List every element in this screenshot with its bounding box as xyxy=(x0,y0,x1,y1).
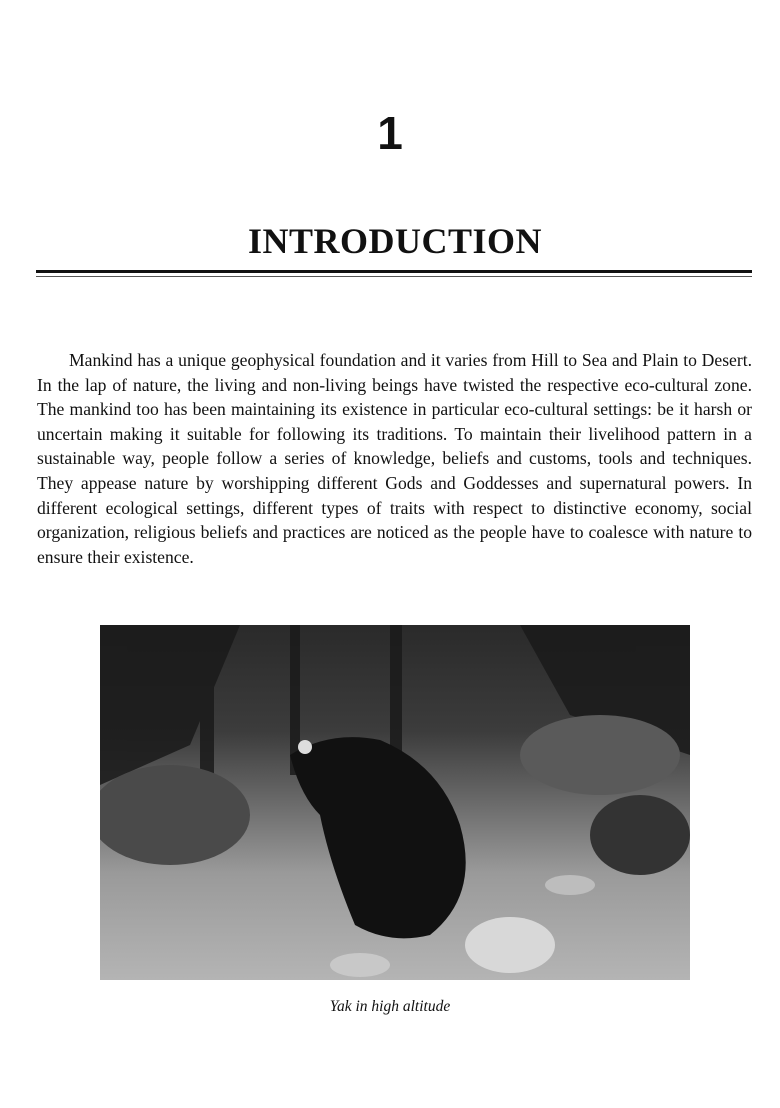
title-rule-thick xyxy=(36,270,752,273)
yak-photo xyxy=(100,625,690,980)
yak-photo-illustration xyxy=(100,625,690,980)
figure-caption: Yak in high altitude xyxy=(329,998,451,1015)
chapter-number: 1 xyxy=(377,107,403,159)
chapter-title: INTRODUCTION xyxy=(247,221,543,261)
intro-paragraph: Mankind has a unique geophysical foundation and it varies from Hill to Sea and Plain to Desert. In the lap of nature, the living and non-living beings have twisted the respective eco-cultural zone. The mankind too has been maintaining its existence in particular eco-cultural settings: be it harsh or uncertain making it suitable for following its traditions. To maintain their livelihood pattern in a sustainable way, people follow a series of knowledge, beliefs and customs, tools and techniques. They appease nature by worshipping different Gods and Goddesses and supernatural powers. In different ecological settings, different types of traits with respect to distinctive economy, social organization, religious beliefs and practices are noticed as the people have to coalesce with nature to ensure their existence. xyxy=(37,350,752,567)
title-rule-thin xyxy=(36,276,752,277)
